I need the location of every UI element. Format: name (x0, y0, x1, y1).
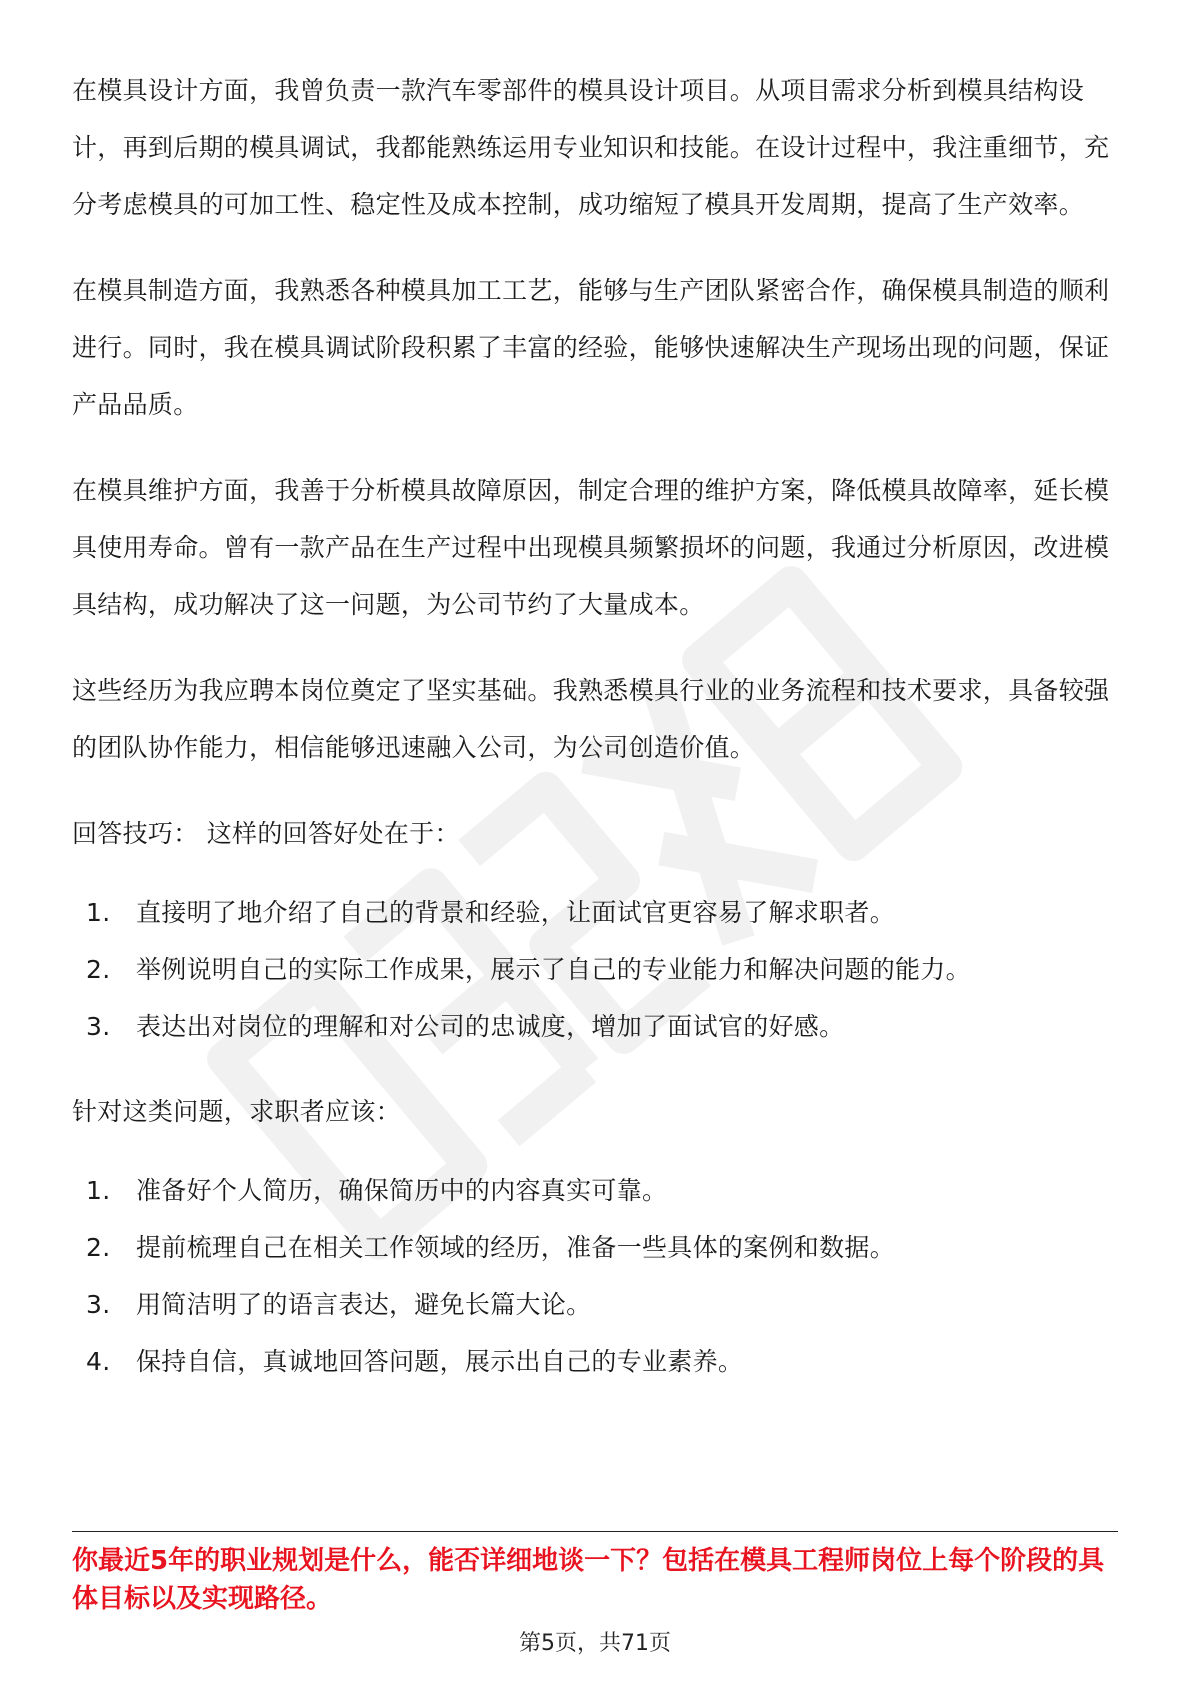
paragraph-mold-design: 在模具设计方面，我曾负责一款汽车零部件的模具设计项目。从项目需求分析到模具结构设计，再到后期的模具调试，我都能熟练运用专业知识和技能。在设计过程中，我注重细节，充分考虑模具的可加工性、稳定性及成本控制，成功缩短了模具开发周期，提高了生产效率。 (72, 76, 1110, 219)
next-question-heading: 你最近5年的职业规划是什么，能否详细地谈一下？包括在模具工程师岗位上每个阶段的具体目标以及实现路径。 (72, 1546, 1105, 1614)
list-number: 1. (86, 898, 111, 927)
list-number: 3. (86, 1012, 111, 1041)
list-text: 准备好个人简历，确保简历中的内容真实可靠。 (136, 1176, 668, 1205)
list-item (72, 884, 1118, 941)
list-number: 2. (86, 955, 111, 984)
list-text: 保持自信，真诚地回答问题，展示出自己的专业素养。 (136, 1347, 744, 1376)
document-body (72, 62, 1118, 1418)
list-item (72, 1276, 1118, 1333)
list-text: 表达出对岗位的理解和对公司的忠诚度，增加了面试官的好感。 (136, 1012, 845, 1041)
advice-heading: 针对这类问题，求职者应该： (72, 1097, 401, 1126)
list-number: 2. (86, 1233, 111, 1262)
page-number: 第5页，共71页 (519, 1631, 671, 1656)
list-item (72, 1333, 1118, 1390)
list-item (72, 941, 1118, 998)
list-number: 4. (86, 1347, 111, 1376)
list-text: 举例说明自己的实际工作成果，展示了自己的专业能力和解决问题的能力。 (136, 955, 971, 984)
paragraph-mold-maintenance: 在模具维护方面，我善于分析模具故障原因，制定合理的维护方案，降低模具故障率，延长模具使用寿命。曾有一款产品在生产过程中出现模具频繁损坏的问题，我通过分析原因，改进模具结构，成功解决了这一问题，为公司节约了大量成本。 (72, 476, 1110, 619)
list-item (72, 1162, 1118, 1219)
list-number: 1. (86, 1176, 111, 1205)
paragraph-mold-manufacturing: 在模具制造方面，我熟悉各种模具加工工艺，能够与生产团队紧密合作，确保模具制造的顺利进行。同时，我在模具调试阶段积累了丰富的经验，能够快速解决生产现场出现的问题，保证产品品质。 (72, 276, 1110, 419)
list-text: 直接明了地介绍了自己的背景和经验，让面试官更容易了解求职者。 (136, 898, 896, 927)
tips-heading: 回答技巧： 这样的回答好处在于： (72, 819, 460, 848)
list-item (72, 998, 1118, 1055)
paragraph-summary: 这些经历为我应聘本岗位奠定了坚实基础。我熟悉模具行业的业务流程和技术要求，具备较强的团队协作能力，相信能够迅速融入公司，为公司创造价值。 (72, 676, 1110, 762)
tips-list (72, 884, 1118, 1055)
list-number: 3. (86, 1290, 111, 1319)
list-item (72, 1219, 1118, 1276)
advice-list (72, 1162, 1118, 1390)
section-divider (72, 1531, 1118, 1532)
list-text: 用简洁明了的语言表达，避免长篇大论。 (136, 1290, 592, 1319)
list-text: 提前梳理自己在相关工作领域的经历，准备一些具体的案例和数据。 (136, 1233, 896, 1262)
